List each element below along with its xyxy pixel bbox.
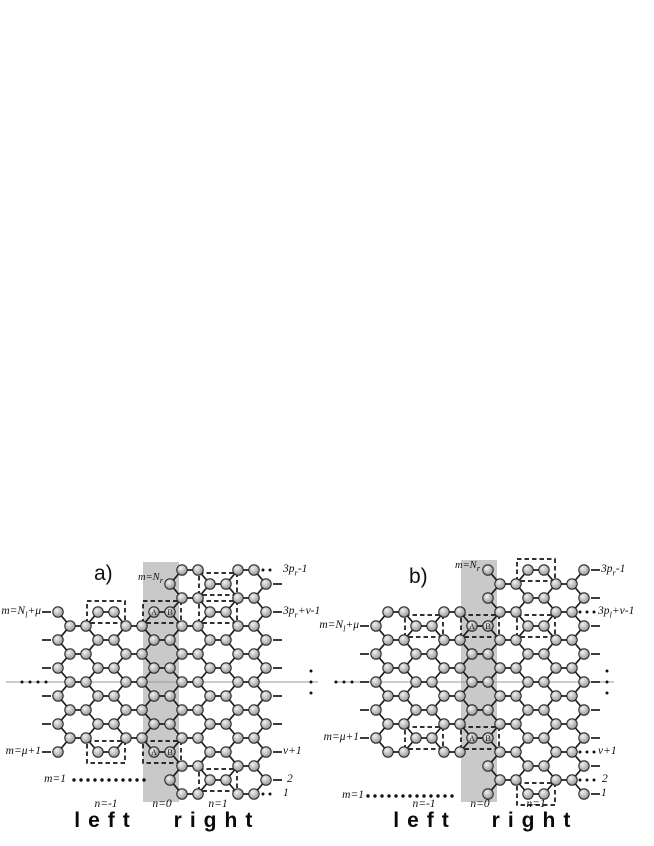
label-m-Nl-plus-mu-b: $m=N_l+\mu$ (319, 619, 359, 634)
label-m-mu-plus-1-b: m=μ+1 (323, 731, 359, 743)
caption-left-b: left (393, 809, 457, 832)
label-m-Nr-a: $m=N_r$ (138, 572, 163, 586)
label-row1-a: 1 (283, 787, 289, 799)
svg-text:B: B (485, 733, 491, 743)
svg-text:B: B (167, 607, 173, 617)
label-row2-a: 2 (287, 773, 293, 785)
svg-text:A: A (151, 747, 157, 757)
svg-text:A: A (469, 733, 475, 743)
svg-text:A: A (151, 607, 157, 617)
label-3pr-nu-minus1-a: $3p_r+\nu-1$ (283, 605, 321, 620)
label-n-minus1-b: n=-1 (412, 798, 436, 810)
label-n-0-a: n=0 (152, 798, 172, 810)
label-m-Nl-plus-mu-a: $m=N_l+\mu$ (1, 605, 41, 620)
label-n-1-a: n=1 (208, 798, 228, 810)
label-m-1-b: m=1 (342, 789, 364, 801)
label-3pl-nu-minus1-b: $3p_l+\nu-1$ (598, 605, 635, 620)
panel-b-lattice (334, 559, 614, 805)
panel-b-tag: b) (409, 565, 428, 588)
svg-text:A: A (469, 621, 475, 631)
label-m-Nr-b: $m=N_r$ (455, 560, 480, 574)
label-3pr-minus1-b: $3p_r-1$ (601, 563, 626, 578)
svg-text:B: B (167, 747, 173, 757)
panel-a-tag: a) (94, 562, 113, 585)
label-m-1-a: m=1 (44, 773, 66, 785)
caption-right-b: right (491, 809, 579, 832)
label-m-mu-plus-1-a: m=μ+1 (5, 745, 41, 757)
label-row1-b: 1 (601, 787, 607, 799)
caption-right-a: right (173, 809, 261, 832)
label-n-1-b: n=1 (526, 798, 546, 810)
label-n-0-b: n=0 (470, 798, 490, 810)
caption-left-a: left (74, 809, 138, 832)
label-n-minus1-a: n=-1 (94, 798, 118, 810)
panel-a-lattice (6, 562, 321, 802)
label-3pr-minus1-a: $3p_r-1$ (283, 563, 308, 578)
svg-text:B: B (485, 621, 491, 631)
label-nu-plus1-a: ν+1 (283, 745, 302, 757)
label-nu-plus1-b: ν+1 (598, 745, 617, 757)
label-row2-b: 2 (602, 773, 608, 785)
